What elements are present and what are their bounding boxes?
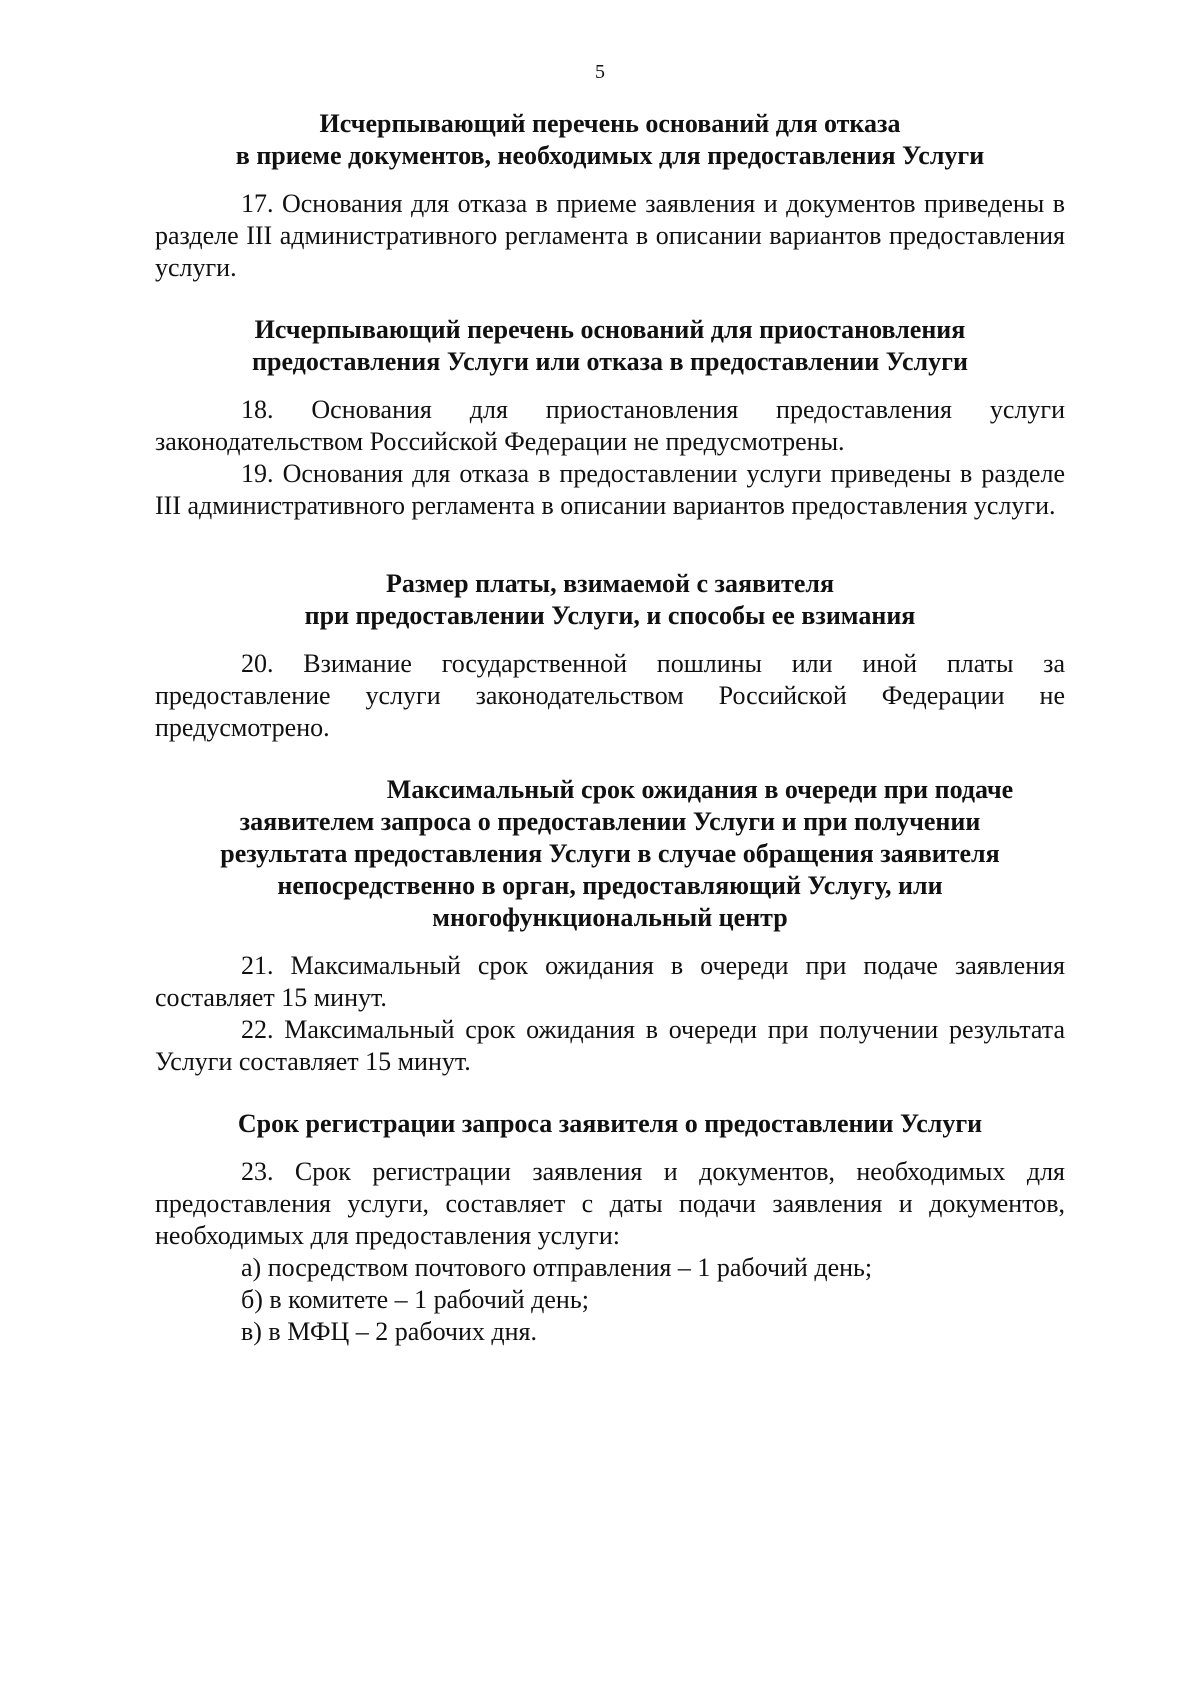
paragraph-17: 17. Основания для отказа в приеме заявления и документов приведены в разделе III административного регламента в описании вариантов предоставления услуги. [155, 189, 1065, 282]
heading-line: заявителем запроса о предоставлении Услуги и при получении [239, 807, 981, 836]
heading-line: Размер платы, взимаемой с заявителя [385, 569, 835, 598]
list-item: в) в МФЦ – 2 рабочих дня. [241, 1317, 537, 1346]
document-body [155, 108, 1065, 1348]
heading-line: результата предоставления Услуги в случае обращения заявителя [220, 839, 1000, 868]
heading-line: при предоставлении Услуги, и способы ее взимания [304, 601, 916, 630]
paragraph-21: 21. Максимальный срок ожидания в очереди при подаче заявления составляет 15 минут. [155, 951, 1065, 1012]
heading-line: Максимальный срок ожидания в очереди при подаче [386, 775, 1014, 804]
paragraph-20: 20. Взимание государственной пошлины или иной платы за предоставление услуги законодательством Российской Федерации не предусмотрено. [155, 649, 1065, 742]
paragraph-18: 18. Основания для приостановления предоставления услуги законодательством Российской Федерации не предусмотрены. [155, 395, 1065, 456]
paragraph-19: 19. Основания для отказа в предоставлении услуги приведены в разделе III административного регламента в описании вариантов предоставления услуги. [155, 459, 1065, 520]
section-heading-queue-time [155, 774, 1065, 934]
list-item: а) посредством почтового отправления – 1 рабочий день; [241, 1253, 873, 1282]
heading-line: в приеме документов, необходимых для предоставления Услуги [235, 141, 985, 170]
section-heading-refusal-acceptance [155, 108, 1065, 172]
heading-line: непосредственно в орган, предоставляющий Услугу, или [277, 871, 943, 900]
heading-line: Исчерпывающий перечень оснований для приостановления [254, 315, 966, 344]
paragraph-23: 23. Срок регистрации заявления и документов, необходимых для предоставления услуги, составляет с даты подачи заявления и документов, необходимых для предоставления услуги: [155, 1157, 1065, 1250]
heading-line: Исчерпывающий перечень оснований для отказа [319, 109, 901, 138]
list-item: б) в комитете – 1 рабочий день; [241, 1285, 589, 1314]
heading-line: Срок регистрации запроса заявителя о предоставлении Услуги [237, 1109, 983, 1138]
paragraph-22: 22. Максимальный срок ожидания в очереди при получении результата Услуги составляет 15 минут. [155, 1015, 1065, 1076]
section-heading-fee [155, 568, 1065, 632]
heading-line: многофункциональный центр [432, 903, 788, 932]
section-heading-suspension [155, 314, 1065, 378]
section-heading-registration-time [155, 1108, 1065, 1140]
page-number: 5 [595, 61, 605, 83]
heading-line: предоставления Услуги или отказа в предоставлении Услуги [252, 347, 968, 376]
